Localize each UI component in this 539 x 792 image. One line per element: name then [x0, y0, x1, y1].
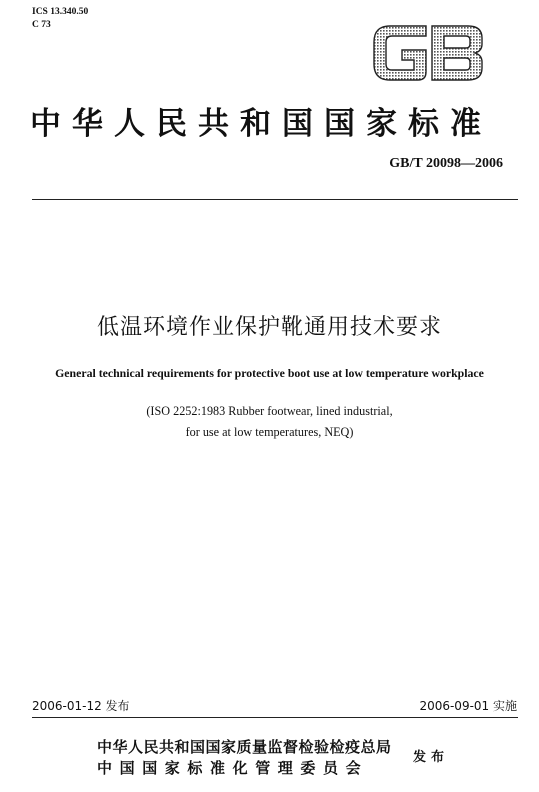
standard-number: GB/T 20098—2006	[389, 156, 503, 171]
reference-standard-line-2: for use at low temperatures, NEQ)	[185, 425, 354, 439]
top-divider	[32, 199, 518, 200]
implementation-date: 2006-09-01 实施	[419, 699, 517, 713]
ccs-code: C 73	[32, 20, 51, 30]
chinese-title: 低温环境作业保护靴通用技术要求	[96, 315, 442, 340]
standard-category-title: 中华人民共和国国家标准	[30, 106, 492, 142]
issuing-agency-2: 中国国家标准化管理委员会	[97, 759, 369, 777]
issuing-agency-1: 中华人民共和国国家质量监督检验检疫总局	[97, 738, 392, 756]
reference-standard-line-1: (ISO 2252:1983 Rubber footwear, lined industrial,	[146, 404, 393, 418]
issue-date: 2006-01-12 发布	[32, 699, 130, 713]
gb-logo	[368, 18, 488, 88]
bottom-divider	[32, 717, 518, 718]
classification-codes	[32, 6, 88, 32]
english-title: General technical requirements for protective boot use at low temperature workplace	[55, 366, 484, 380]
issued-label: 发布	[413, 750, 450, 765]
ics-code: ICS 13.340.50	[32, 7, 89, 17]
